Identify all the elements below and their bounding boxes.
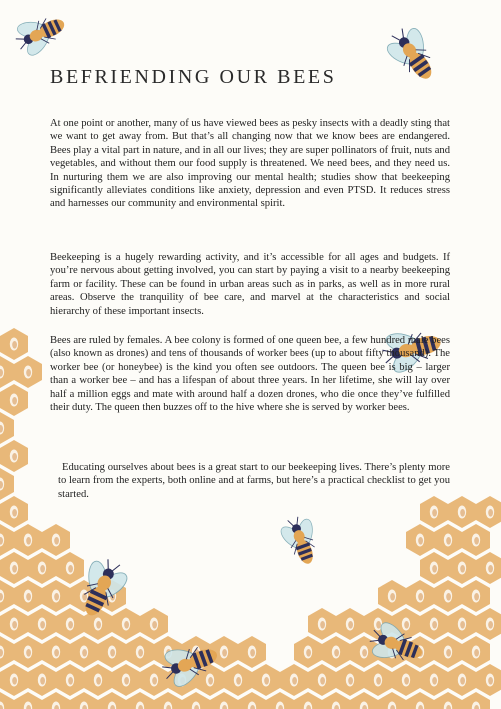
colony-paragraph: Bees are ruled by females. A bee colony is formed of one queen bee, a few hundred male bees (also known as drones) and tens of thousands of worker bees (up to about fifty thousand). The worker bee (or honeybee) is the kind you often see outdoors. The queen bee is big – larger than a worker bee – and has a lifespan of about three years. In her lifetime, she will lay over half a million eggs and mate with around half a dozen drones, who die once they’ve fulfilled their duty. The queen then buzzes off to the hive where she is served by worker bees. — [50, 335, 450, 414]
closing-paragraph: Educating ourselves about bees is a great start to our beekeeping lives. There’s plenty more to learn from the experts, both online and at farms, but here’s a practical checklist to get you started. — [58, 462, 450, 500]
beekeeping-paragraph: Beekeeping is a hugely rewarding activity, and it’s accessible for all ages and budgets. If you’re nervous about getting involved, you can start by paying a visit to a nearby beekeeping farm or facility. These can be found in urban areas such as in parks, as well as in more rural areas. Observe the tranquility of bee care, and marvel at the characteristics and social hierarchy of these important insects. — [50, 252, 450, 317]
bee-icon — [274, 512, 327, 570]
bee-icon — [9, 4, 72, 63]
page-title: BEFRIENDING OUR BEES — [50, 66, 337, 88]
intro-paragraph: At one point or another, many of us have viewed bees as pesky insects with a deadly sting that we want to get away from. But that’s all changing now that we know bees are endangered. Bees play a vital part in nature, and in all our lives; they are super pollinators of fruit, nuts and vegetables, and without them our food supply is threatened. We need bees, and they need us. In nurturing them we are also improving our mental health; studies show that beekeeping significantly alleviates conditions like anxiety, depression and even PTSD. It reduces stress and harnesses our community and environmental spirit. — [50, 118, 450, 210]
honeycomb-icon — [0, 328, 42, 528]
